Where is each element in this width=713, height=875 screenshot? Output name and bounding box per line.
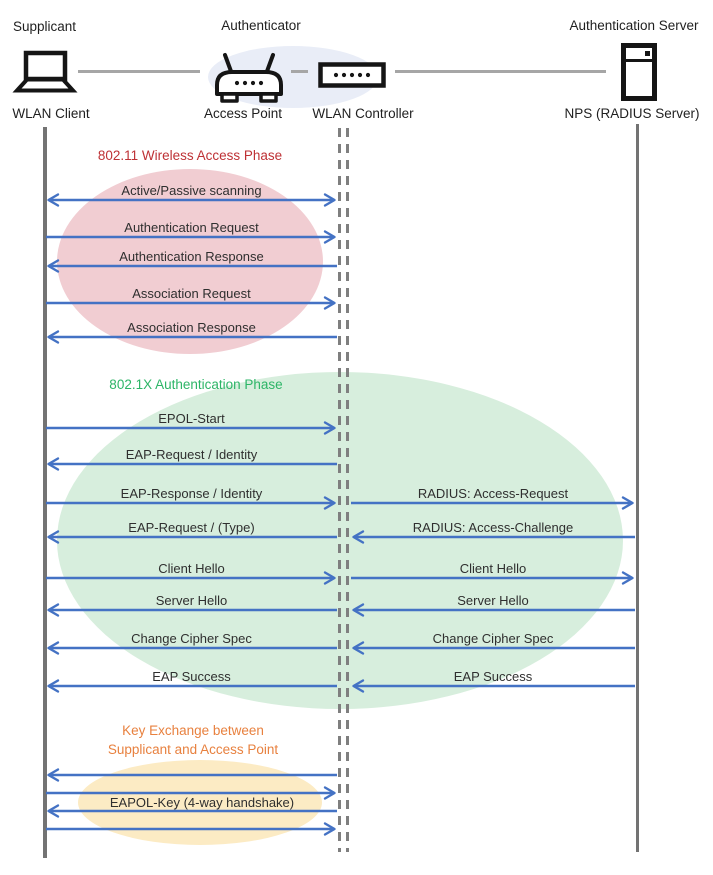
connector-controller-server [395,70,606,73]
phase3-title [108,721,278,759]
message-label: EAP-Response / Identity [120,486,263,501]
message-label: Association Request [132,286,251,301]
device-label-nps-radius-server: NPS (RADIUS Server) [564,106,700,121]
message-label: Authentication Request [124,220,259,235]
phase3-title-line1: Key Exchange between [122,723,264,738]
message-label: Authentication Response [119,249,264,264]
message-label: Server Hello [457,593,529,608]
message-label: Change Cipher Spec [131,631,252,646]
message-label: EPOL-Start [158,411,225,426]
device-label-wlan-client: WLAN Client [12,106,90,121]
message-label: Change Cipher Spec [432,631,554,646]
access-point-icon [210,52,288,106]
lifeline-radius-server [636,124,639,852]
message-label: Active/Passive scanning [121,183,262,198]
phase2-title: 802.1X Authentication Phase [109,377,283,392]
connector-client-ap [78,70,200,73]
message-label: RADIUS: Access-Request [417,486,569,501]
message-label: EAP-Request / Identity [125,447,258,462]
message-label: Client Hello [158,561,225,576]
message-label: EAPOL-Key (4-way handshake) [109,795,295,810]
phase1-title: 802.11 Wireless Access Phase [97,148,283,163]
lifeline-authenticator-dashed-left [338,128,341,852]
role-label-supplicant: Supplicant [13,19,77,34]
message-arrow [46,821,337,837]
device-label-access-point: Access Point [203,106,283,121]
message-arrow [46,767,337,783]
lifeline-authenticator-dashed-right [346,128,349,852]
phase3-title-line2: Supplicant and Access Point [107,742,279,757]
device-label-wlan-controller: WLAN Controller [312,106,414,121]
laptop-icon [12,50,78,94]
server-icon [621,43,657,101]
connector-ap-controller [291,70,308,73]
message-label: EAP-Request / (Type) [128,520,255,535]
message-label: EAP Success [453,669,533,684]
message-label: Association Response [127,320,256,335]
wlan-controller-icon [318,62,386,88]
role-label-authentication-server: Authentication Server [569,18,699,33]
message-label: Server Hello [155,593,228,608]
message-label: EAP Success [152,669,231,684]
role-label-authenticator: Authenticator [221,18,301,33]
message-label: RADIUS: Access-Challenge [412,520,574,535]
message-label: Client Hello [459,561,527,576]
